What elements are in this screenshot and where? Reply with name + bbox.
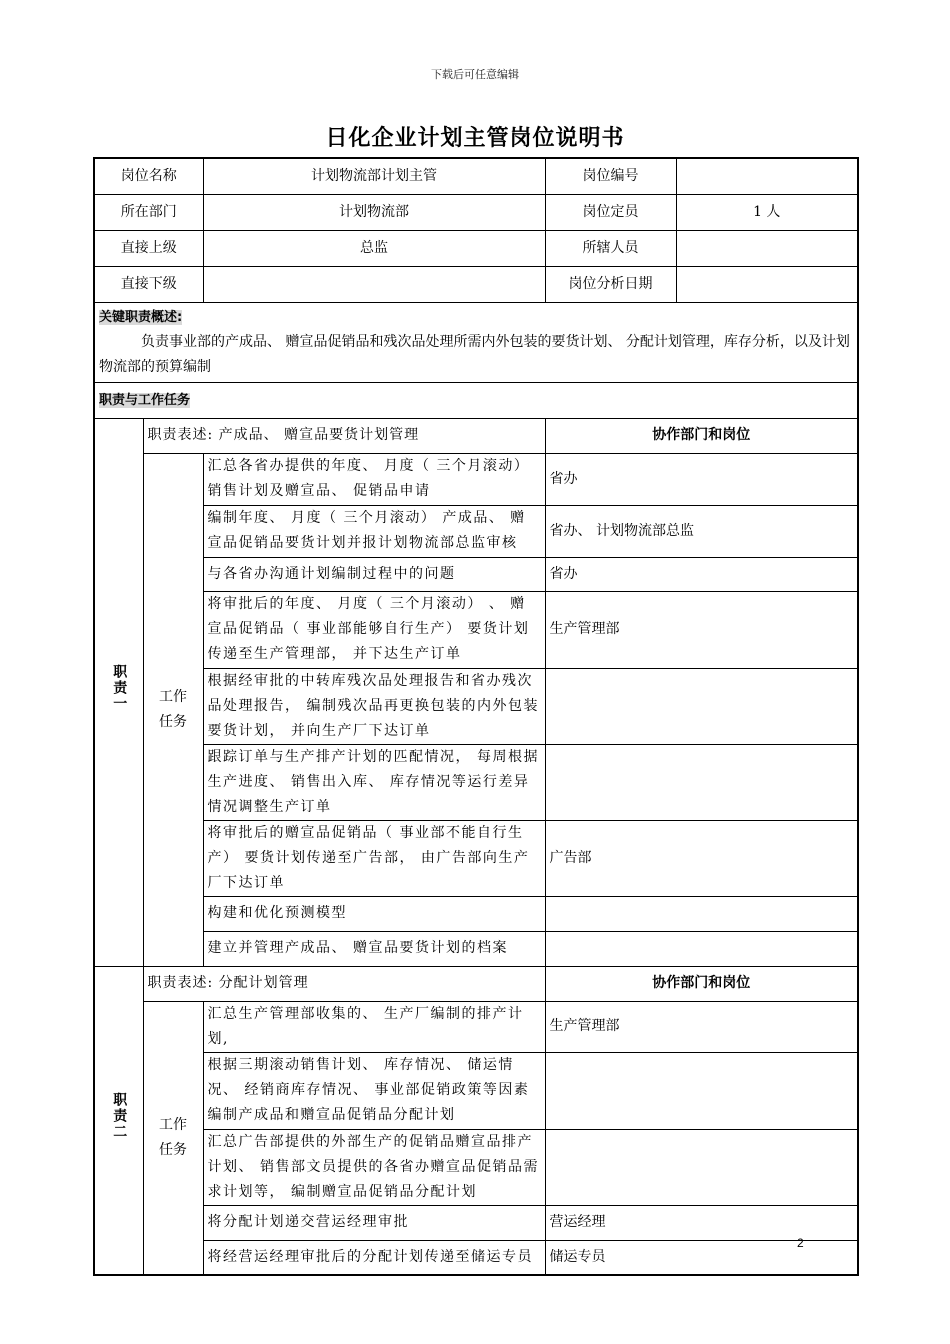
direct-reports-label: 直接下级 bbox=[94, 266, 203, 302]
task-text: 将分配计划递交营运经理审批 bbox=[203, 1205, 545, 1240]
info-row bbox=[94, 266, 858, 302]
task-label: 工作任务 bbox=[159, 1116, 187, 1158]
direct-reports-value bbox=[203, 266, 545, 302]
task-row bbox=[94, 453, 858, 505]
task-collab: 省办 bbox=[545, 557, 858, 591]
duties-heading: 职责与工作任务 bbox=[99, 392, 191, 408]
task-collab: 生产管理部 bbox=[545, 1001, 858, 1052]
task-text: 汇总广告部提供的外部生产的促销品赠宣品排产计划、 销售部文员提供的各省办赠宣品促销品需求计划等， 编制赠宣品促销品分配计划 bbox=[203, 1129, 545, 1205]
task-row bbox=[94, 1001, 858, 1052]
duty-description-row bbox=[94, 418, 858, 453]
info-row bbox=[94, 158, 858, 194]
task-row bbox=[94, 1052, 858, 1129]
task-collab: 广告部 bbox=[545, 820, 858, 896]
duty-description-row bbox=[94, 966, 858, 1001]
task-text: 建立并管理产成品、 赠宣品要货计划的档案 bbox=[203, 931, 545, 966]
task-text: 根据三期滚动销售计划、 库存情况、 储运情况、 经销商库存情况、 事业部促销政策等因素编制产成品和赠宣品促销品分配计划 bbox=[203, 1052, 545, 1129]
duty-description: 职责表述: 产成品、 赠宣品要货计划管理 bbox=[143, 418, 545, 453]
task-row bbox=[94, 931, 858, 966]
summary-text: 负责事业部的产成品、 赠宣品促销品和残次品处理所需内外包装的要货计划、 分配计划管理，库存分析，以及计划物流部的预算编制 bbox=[99, 333, 850, 375]
job-description-table bbox=[93, 157, 859, 1276]
duty-description: 职责表述: 分配计划管理 bbox=[143, 966, 545, 1001]
task-text: 将经营运经理审批后的分配计划传递至储运专员 bbox=[203, 1240, 545, 1275]
task-collab: 省办 bbox=[545, 453, 858, 505]
task-collab bbox=[545, 896, 858, 931]
task-text: 将审批后的赠宣品促销品（ 事业部不能自行生产） 要货计划传递至广告部， 由广告部向生产厂下达订单 bbox=[203, 820, 545, 896]
task-collab bbox=[545, 744, 858, 820]
collab-header: 协作部门和岗位 bbox=[545, 966, 858, 1001]
task-collab bbox=[545, 1052, 858, 1129]
task-text: 汇总各省办提供的年度、 月度（ 三个月滚动） 销售计划及赠宣品、 促销品申请 bbox=[203, 453, 545, 505]
info-row bbox=[94, 230, 858, 266]
department-label: 所在部门 bbox=[94, 194, 203, 230]
task-text: 编制年度、 月度（ 三个月滚动） 产成品、 赠宣品促销品要货计划并报计划物流部总监审核 bbox=[203, 505, 545, 557]
duty-name-text: 职责二 bbox=[111, 1091, 128, 1140]
position-name-value: 计划物流部计划主管 bbox=[203, 158, 545, 194]
duty-name bbox=[94, 966, 143, 1275]
header-note: 下载后可任意编辑 bbox=[431, 68, 519, 81]
task-text: 汇总生产管理部收集的、 生产厂编制的排产计划, bbox=[203, 1001, 545, 1052]
subordinates-count-label: 所辖人员 bbox=[545, 230, 676, 266]
duties-heading-cell bbox=[94, 382, 858, 418]
summary-label: 关键职责概述: bbox=[99, 309, 183, 325]
analysis-date-label: 岗位分析日期 bbox=[545, 266, 676, 302]
task-row bbox=[94, 1240, 858, 1275]
task-row bbox=[94, 591, 858, 668]
task-row bbox=[94, 1205, 858, 1240]
task-row bbox=[94, 668, 858, 744]
task-row bbox=[94, 896, 858, 931]
task-label-cell bbox=[143, 1001, 203, 1275]
task-collab: 生产管理部 bbox=[545, 591, 858, 668]
analysis-date-value bbox=[676, 266, 858, 302]
task-text: 与各省办沟通计划编制过程中的问题 bbox=[203, 557, 545, 591]
headcount-value: 1 人 bbox=[676, 194, 858, 230]
task-collab bbox=[545, 1129, 858, 1205]
task-row bbox=[94, 744, 858, 820]
task-row bbox=[94, 1129, 858, 1205]
task-text: 将审批后的年度、 月度（ 三个月滚动） 、 赠宣品促销品（ 事业部能够自行生产） 要货计划传递至生产管理部， 并下达生产订单 bbox=[203, 591, 545, 668]
page-number: 2 bbox=[797, 1236, 804, 1250]
page-title: 日化企业计划主管岗位说明书 bbox=[325, 126, 625, 151]
task-row bbox=[94, 557, 858, 591]
position-code-label: 岗位编号 bbox=[545, 158, 676, 194]
task-text: 根据经审批的中转库残次品处理报告和省办残次品处理报告， 编制残次品再更换包装的内外包装要货计划， 并向生产厂下达订单 bbox=[203, 668, 545, 744]
position-name-label: 岗位名称 bbox=[94, 158, 203, 194]
department-value: 计划物流部 bbox=[203, 194, 545, 230]
task-collab: 营运经理 bbox=[545, 1205, 858, 1240]
task-collab: 省办、 计划物流部总监 bbox=[545, 505, 858, 557]
info-row bbox=[94, 194, 858, 230]
task-collab bbox=[545, 668, 858, 744]
task-collab: 储运专员 bbox=[545, 1240, 858, 1275]
task-text: 跟踪订单与生产排产计划的匹配情况， 每周根据生产进度、 销售出入库、 库存情况等运行差异情况调整生产订单 bbox=[203, 744, 545, 820]
summary-row bbox=[94, 302, 858, 382]
duty-name bbox=[94, 418, 143, 966]
subordinates-count-value bbox=[676, 230, 858, 266]
task-label-cell bbox=[143, 453, 203, 966]
summary-cell bbox=[94, 302, 858, 382]
duties-heading-row bbox=[94, 382, 858, 418]
headcount-label: 岗位定员 bbox=[545, 194, 676, 230]
superior-value: 总监 bbox=[203, 230, 545, 266]
task-row bbox=[94, 820, 858, 896]
collab-header: 协作部门和岗位 bbox=[545, 418, 858, 453]
task-label: 工作任务 bbox=[159, 688, 187, 730]
superior-label: 直接上级 bbox=[94, 230, 203, 266]
task-collab bbox=[545, 931, 858, 966]
task-row bbox=[94, 505, 858, 557]
duty-name-text: 职责一 bbox=[111, 663, 128, 712]
position-code-value bbox=[676, 158, 858, 194]
task-text: 构建和优化预测模型 bbox=[203, 896, 545, 931]
